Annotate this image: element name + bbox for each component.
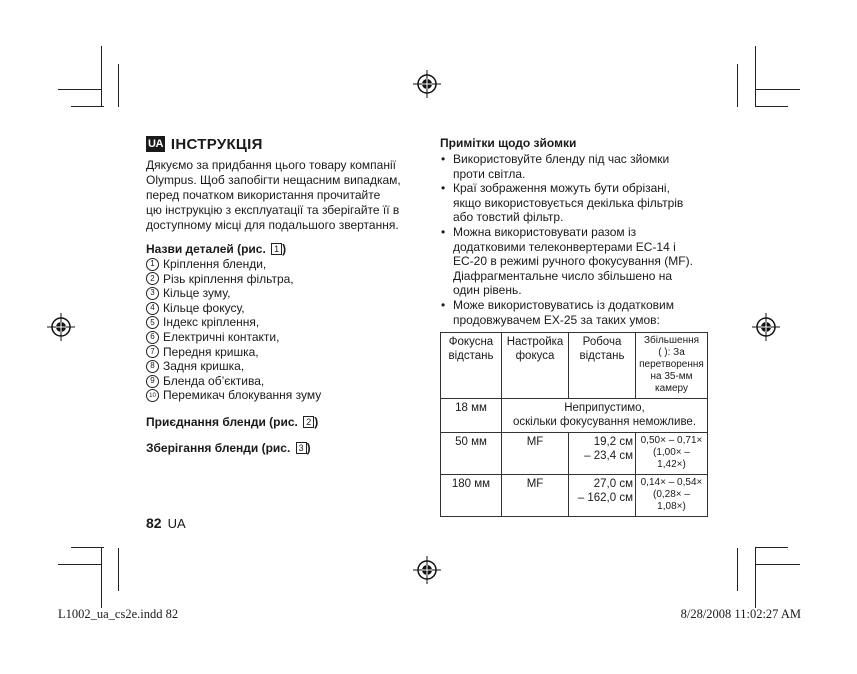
part-label: Кріплення бленди, [163,257,267,271]
header-line: відстань [448,350,494,363]
crop-mark [58,564,102,565]
cell-line: 0,50× – 0,71× [640,435,703,447]
header-line: Фокусна [448,336,494,349]
list-item [146,345,414,360]
cell-line: 27,0 см [593,478,633,491]
table-cell [636,433,708,475]
header-line: Збільшення [643,335,700,347]
crop-mark [101,46,102,106]
table-row [441,475,708,517]
left-column [146,134,414,456]
registration-mark-icon [47,313,75,341]
note-line: якщо використовується декілька фільтрів [453,195,684,210]
crop-mark [755,89,800,90]
part-label: Бленда об’єктива, [163,373,265,388]
cell-line: 0,14× – 0,54× [640,477,703,489]
attach-heading-close: ) [314,414,319,429]
table-cell [636,475,708,517]
circled-number: 2 [146,272,159,285]
cell-line: 19,2 см [593,436,633,449]
header-cell [636,333,708,399]
language-badge: UA [148,138,163,150]
registration-mark-icon [752,313,780,341]
part-label: Електричні контакти, [163,329,280,344]
extension-tube-table [440,332,708,517]
store-heading [146,441,414,456]
note-line: додатковими телеконвертерами EC-14 і [453,239,676,254]
header-cell [502,333,569,399]
crop-mark [71,106,104,107]
header-line: перетворення [639,359,704,371]
list-item [146,315,414,330]
registration-mark-icon [413,556,441,584]
page-number [146,515,186,531]
cell-line: оскільки фокусування неможливе. [512,416,697,429]
note-line: • Може використовуватись із додатковим [453,297,675,312]
list-item [146,301,414,316]
header-cell [569,333,636,399]
intro-line: Дякуємо за придбання цього товару компанії [146,158,396,172]
note-line: • Можна використовувати разом із [453,224,637,239]
registration-mark-icon [413,70,441,98]
intro-line: Olympus. Щоб запобігти нещасним випадкам, [146,173,401,187]
cell-line: – 23,4 см [584,450,633,463]
crop-mark [755,564,800,565]
part-label: Передня кришка, [163,344,259,359]
crop-mark [755,46,756,106]
crop-mark [58,89,102,90]
circled-number: 1 [146,258,159,271]
cell-line: – 162,0 см [577,492,633,505]
note-line: або товстий фільтр. [453,210,564,225]
note-line: • Використовуйте бленду під час зйомки [453,152,670,166]
crop-mark [737,548,738,591]
intro-line: доступному місці для подальшого звертання. [146,218,399,232]
note-line: продовжувачем EX-25 за таких умов: [453,312,660,327]
circled-number: 5 [146,316,159,329]
footer-timestamp: 8/28/2008 11:02:27 AM [680,607,801,621]
header-line: на 35-мм [650,371,693,383]
list-item [146,388,414,403]
note-line: один рівень. [453,283,522,298]
circled-number: 4 [146,302,159,315]
figure-ref: 1 [271,243,282,255]
crop-mark [755,106,788,107]
figure-ref: 3 [296,442,307,454]
crop-mark [737,64,738,107]
crop-mark [755,547,788,548]
list-item [146,374,414,389]
part-label: Різь кріплення фільтра, [163,271,294,286]
store-heading-text: Зберігання бленди (рис. [146,440,291,455]
crop-mark [118,548,119,591]
notes-heading: Примітки щодо зйомки [440,136,577,150]
list-item [146,286,414,301]
part-label: Кільце зуму, [163,286,231,301]
store-heading-close: ) [306,440,311,455]
circled-number: 9 [146,375,159,388]
list-item [146,359,414,374]
list-item [440,298,712,327]
intro-line: перед початком використання прочитайте [146,188,381,202]
part-label: Задня кришка, [163,359,245,374]
circled-number: 6 [146,331,159,344]
page-lang: UA [167,516,186,531]
circled-number: 10 [146,389,159,402]
note-line: • Краї зображення можуть бути обрізані, [453,181,670,196]
circled-number: 8 [146,360,159,373]
list-item [146,330,414,345]
table-header-row [441,333,708,399]
figure-ref: 2 [303,416,314,428]
header-cell [441,333,502,399]
part-label: Кільце фокусу, [163,300,245,315]
list-item [440,152,712,181]
table-cell: MF [502,433,569,475]
table-cell: 180 мм [441,475,502,517]
circled-number: 7 [146,345,159,358]
intro-paragraph [146,158,414,233]
crop-mark [101,548,102,608]
note-line: проти світла. [453,166,526,181]
list-item [146,257,414,272]
crop-mark [71,547,104,548]
table-cell: MF [502,475,569,517]
cell-line: Неприпустимо, [564,402,645,415]
list-item [146,272,414,287]
attach-heading-text: Приєднання бленди (рис. [146,414,298,429]
table-cell [569,475,636,517]
note-line: Діафрагментальне число збільшено на [453,268,673,283]
parts-heading-text: Назви деталей (рис. [146,242,266,256]
parts-heading-close: ) [282,242,287,256]
part-label: Індекс кріплення, [163,315,260,330]
title-row [146,134,414,154]
header-line: Настройка [506,336,564,349]
table-row [441,399,708,433]
page-title: ІНСТРУКЦІЯ [170,135,263,153]
right-column [440,136,712,517]
part-label: Перемикач блокування зуму [163,388,322,403]
crop-mark [755,548,756,608]
header-line: камеру [654,383,689,395]
list-item [440,181,712,225]
page-number-value: 82 [146,515,162,531]
crop-mark [118,64,119,107]
circled-number: 3 [146,287,159,300]
header-line: ( ): За [658,347,685,359]
parts-list [146,257,414,403]
table-cell: 50 мм [441,433,502,475]
intro-line: цю інструкцію з експлуатації та зберігайте її в [146,203,400,217]
table-cell [502,399,708,433]
header-line: відстань [579,350,625,363]
list-item [440,225,712,298]
table-row [441,433,708,475]
table-cell [569,433,636,475]
table-cell: 18 мм [441,399,502,433]
cell-line: (1,00× – 1,42×) [653,447,690,471]
header-line: фокуса [515,350,555,363]
notes-list [440,152,712,327]
cell-line: (0,28× – 1,08×) [653,489,690,513]
note-line: EC-20 в режимі ручного фокусування (MF). [453,254,693,269]
header-line: Робоча [582,336,622,349]
parts-heading [146,242,414,257]
attach-heading [146,415,414,430]
footer-filename: L1002_ua_cs2e.indd 82 [58,607,179,621]
